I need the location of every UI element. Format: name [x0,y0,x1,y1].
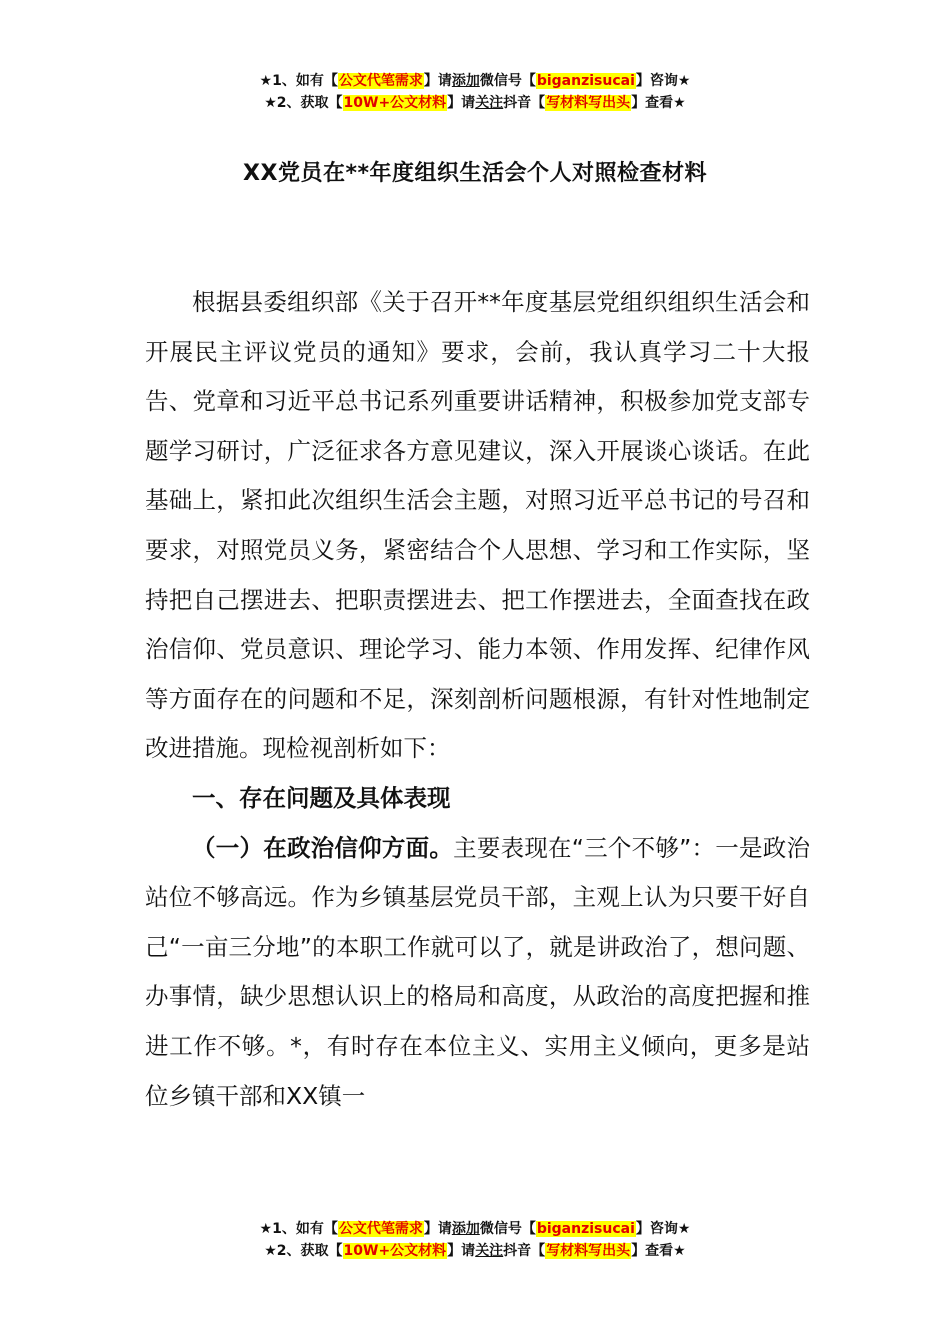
banner-text: 】请 [447,95,476,111]
banner-highlight: 写材料写出头 [546,1243,631,1259]
header-banner [0,70,950,114]
banner-line-2 [0,1240,950,1262]
banner-highlight: 10W+公文材料 [343,95,447,111]
banner-line-1 [0,1218,950,1240]
banner-text: 】请 [423,73,452,89]
banner-highlight: 写材料写出头 [546,95,631,111]
banner-line-2 [0,92,950,114]
subsection-text: 主要表现在“三个不够”：一是政治站位不够高远。作为乡镇基层党员干部，主观上认为只要干好自己“一亩三分地”的本职工作就可以了，就是讲政治了，想问题、办事情，缺少思想认识上的格局和高度，从政治的高度把握和推进工作不够。*，有时存在本位主义、实用主义倾向，更多是站位乡镇干部和XX镇一 [145,833,811,1110]
document-body [145,278,810,1121]
banner-highlight: 公文代笔需求 [338,1221,423,1237]
section-heading: 一、存在问题及具体表现 [192,783,451,812]
banner-text: 抖音【 [503,95,546,111]
banner-text: ★1、如有【 [259,1221,338,1237]
banner-highlight: biganzisucai [536,1221,635,1237]
banner-text: 】咨询★ [635,73,691,89]
intro-paragraph: 根据县委组织部《关于召开**年度基层党组织组织生活会和开展民主评议党员的通知》要求，会前，我认真学习二十大报告、党章和习近平总书记系列重要讲话精神，积极参加党支部专题学习研讨，广泛征求各方意见建议，深入开展谈心谈话。在此基础上，紧扣此次组织生活会主题，对照习近平总书记的号召和要求，对照党员义务，紧密结合个人思想、学习和工作实际，坚持把自己摆进去、把职责摆进去、把工作摆进去，全面查找在政治信仰、党员意识、理论学习、能力本领、作用发挥、纪律作风等方面存在的问题和不足，深刻剖析问题根源，有针对性地制定改进措施。现检视剖析如下： [145,288,810,763]
banner-line-1 [0,70,950,92]
banner-text: 微信号【 [479,1221,536,1237]
banner-highlight: 10W+公文材料 [343,1243,447,1259]
document-title: XX党员在**年度组织生活会个人对照检查材料 [243,161,707,186]
banner-underline-text: 关注 [475,1243,504,1259]
banner-text: 】请 [423,1221,452,1237]
banner-text: 】查看★ [631,1243,686,1259]
banner-text: 抖音【 [503,1243,546,1259]
banner-text: 微信号【 [479,73,536,89]
banner-text: ★2、获取【 [264,95,343,111]
banner-text: ★1、如有【 [259,73,338,89]
banner-highlight: 公文代笔需求 [338,73,423,89]
banner-text: 】查看★ [631,95,686,111]
banner-highlight: biganzisucai [536,73,635,89]
banner-text: ★2、获取【 [264,1243,343,1259]
banner-text: 】咨询★ [635,1221,691,1237]
banner-underline-text: 添加 [451,1221,480,1237]
banner-text: 】请 [447,1243,476,1259]
banner-underline-text: 关注 [475,95,504,111]
subsection-heading: （一）在政治信仰方面。 [192,833,454,862]
subsection-paragraph [145,824,810,1122]
footer-banner [0,1218,950,1262]
banner-underline-text: 添加 [451,73,480,89]
